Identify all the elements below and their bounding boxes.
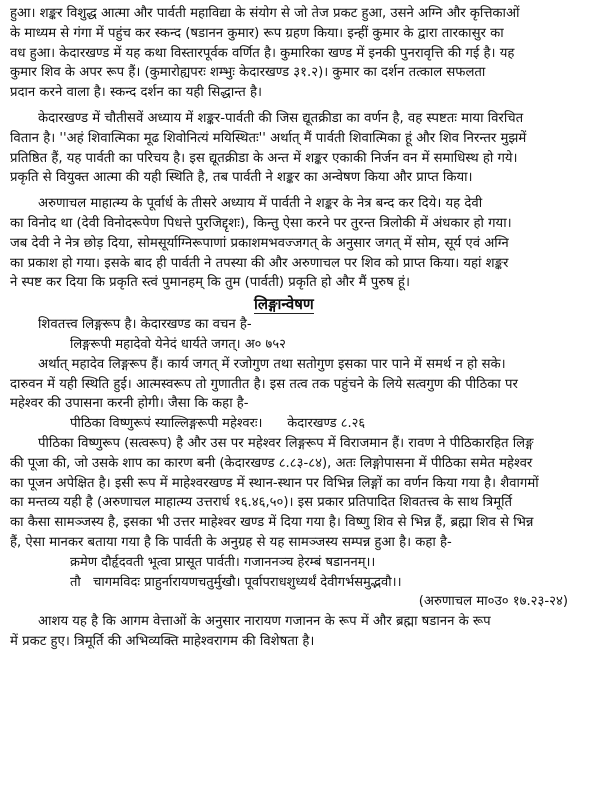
text-line: प्रदान करने वाला है। स्कन्द दर्शन का यही सिद्धान्त है। bbox=[10, 85, 263, 101]
text-line: कुमार शिव के अपर रूप हैं। (कुमारोह्यपरः शम्भुः केदारखण्ड ३१.२)। कुमार का दर्शन तत्काल सफलता bbox=[10, 65, 486, 81]
text-line: का विनोद था (देवी विनोदरूपेण पिधत्ते पुरजिद्दृशः), किन्तु ऐसा करने पर तुरन्त त्रिलोकी में अंधकार हो गया। bbox=[10, 215, 512, 231]
text-line: प्रकृति से वियुक्त आत्मा की यही स्थिति है, तब पार्वती ने शङ्कर का अन्वेषण किया और प्राप्त किया। bbox=[10, 170, 473, 186]
text-line: हुआ। शङ्कर विशुद्ध आत्मा और पार्वती महाविद्या के संयोग से जो तेज प्रकट हुआ, उसने अग्नि और कृत्तिकाओं bbox=[10, 6, 520, 21]
text-line: अर्थात् महादेव लिङ्गरूप हैं। कार्य जगत् में रजोगुण तथा सतोगुण इसका पार पाने में समर्थ न हो सके। bbox=[38, 356, 506, 372]
text-line: प्रतिष्ठित हैं, यह पार्वती का परिचय है। इस द्यूतक्रीडा के अन्त में शङ्कर एकाकी निर्जन वन में समाधिस्थ हो गये। bbox=[10, 150, 518, 166]
text-line: ने स्पष्ट कर दिया कि प्रकृति स्त्वं पुमानहम् कि तुम (पार्वती) प्रकृति हो और मैं पुरुष हूं। bbox=[10, 275, 410, 291]
paragraph-kumara bbox=[10, 4, 590, 103]
paragraph-linga bbox=[10, 355, 590, 414]
text-line: वध हुआ। केदारखण्ड में यह कथा विस्तारपूर्वक वर्णित है। कुमारिका खण्ड में इनकी पुनरावृत्ति की गई है। यह bbox=[10, 45, 515, 61]
verse-line: लिङ्गरूपी महादेवो येनेदं धार्यते जगत्। अ० ७५२ bbox=[70, 336, 286, 352]
text-line: जब देवी ने नेत्र छोड़ दिया, सोमसूर्याग्निरूपाणां प्रकाशमभवज्जगत् के अनुसार जगत् में सोम, सूर्य एवं अग्नि bbox=[10, 235, 509, 251]
text-line: का कैसा सामञ्जस्य है, इसका भी उत्तर माहेश्वर खण्ड में दिया गया है। विष्णु शिव से भिन्न हैं, ब्रह्मा शिव से भिन्न bbox=[10, 515, 534, 531]
text-line: पीठिका विष्णुरूप (सत्वरूप) है और उस पर महेश्वर लिङ्गरूप में विराजमान हैं। रावण ने पीठिकारहित लिङ्ग bbox=[38, 435, 534, 451]
text-line: का मन्तव्य यही है (अरुणाचल माहात्म्य उत्तरार्ध १६.४६,५०)। इस प्रकार प्रतिपादित शिवतत्त्व के साथ त्रिमूर्ति bbox=[10, 495, 513, 511]
text-line: वितान है। ''अहं शिवात्मिका मूढ शिवोनित्यं मयिस्थितः'' अर्थात् मैं पार्वती शिवात्मिका हूं और शिव निरन्तर मुझमें bbox=[10, 130, 527, 146]
section-heading-text: लिङ्गान्वेषण bbox=[254, 295, 314, 314]
text-line: महेश्वर की उपासना करनी होगी। जैसा कि कहा है- bbox=[10, 396, 249, 412]
verse-block bbox=[10, 553, 590, 612]
verse-reference: (अरुणाचल मा०उ० १७.२३-२४) bbox=[418, 594, 568, 610]
text-line: दारुवन में यही स्थिति हुई। आत्मस्वरूप तो गुणातीत है। इस तत्व तक पहुंचने के लिये सत्वगुण की पीठिका पर bbox=[10, 376, 518, 392]
verse-line: पीठिका विष्णुरूपं स्याल्लिङ्गरूपी महेश्वरः। केदारखण्ड ८.२६ bbox=[70, 416, 366, 432]
text-line: के माध्यम से गंगा में पहुंच कर स्कन्द (षडानन कुमार) रूप ग्रहण किया। इन्हीं कुमार के द्वारा तारकासुर का bbox=[10, 25, 504, 41]
text-line: का पूजन अपेक्षित है। इसी रूप में माहेश्वरखण्ड में स्थान-स्थान पर विभिन्न लिङ्गों का वर्णन किया गया है। शैवागमों bbox=[10, 475, 539, 491]
paragraph-arunachala bbox=[10, 194, 590, 293]
paragraph-pithika bbox=[10, 434, 590, 553]
text-line: की पूजा की, जो उसके शाप का कारण बनी (केदारखण्ड ८.८३-८४), अतः लिङ्गोपासना में पीठिका समेत महेश्वर bbox=[10, 455, 533, 471]
text-line: हैं, ऐसा मानकर बताया गया है कि पार्वती के अनुग्रह से यह सामञ्जस्य सम्पन्न हुआ है। कहा है- bbox=[10, 534, 452, 550]
text-line: का प्रकाश हो गया। इसके बाद ही पार्वती ने तपस्या की और अरुणाचल पर शिव को प्राप्त किया। यहां शङ्कर bbox=[10, 255, 509, 271]
verse-line: तौ चागमविदः प्राहुर्नारायणचतुर्मुखौ। पूर्वापराधशुध्यर्थं देवीगर्भसमुद्भवौ।। bbox=[70, 574, 402, 590]
text-line: आशय यह है कि आगम वेत्ताओं के अनुसार नारायण गजानन के रूप में और ब्रह्मा षडानन के रूप bbox=[38, 614, 491, 630]
text-line: अरुणाचल माहात्म्य के पूर्वार्ध के तीसरे अध्याय में पार्वती ने शङ्कर के नेत्र बन्द कर दिये। यह देवी bbox=[38, 196, 483, 212]
text-line: केदारखण्ड में चौतीसवें अध्याय में शङ्कर-पार्वती की जिस द्यूतक्रीडा का वर्णन है, वह स्पष्टतः माया विरचित bbox=[38, 110, 524, 126]
text-line: में प्रकट हुए। त्रिमूर्ति की अभिव्यक्ति माहेश्वरागम की विशेषता है। bbox=[10, 633, 315, 649]
section-heading bbox=[10, 293, 590, 315]
paragraph-dyutakrida bbox=[10, 109, 590, 188]
text-line: शिवतत्त्व लिङ्गरूप है। केदारखण्ड का वचन है- bbox=[38, 317, 252, 333]
paragraph-conclusion bbox=[10, 612, 590, 652]
verse-line: क्रमेण दौर्हृदवती भूत्वा प्रासूत पार्वती। गजाननञ्च हेरम्बं षडाननम्।। bbox=[70, 554, 376, 570]
